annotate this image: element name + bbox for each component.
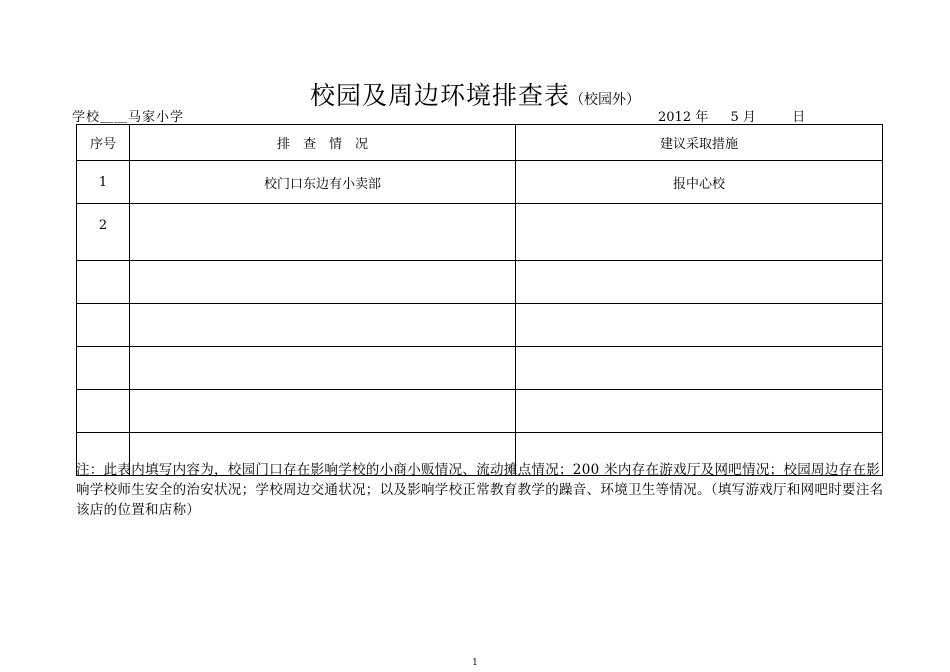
table-header-row <box>77 125 883 161</box>
row-issue <box>130 304 516 347</box>
row-measure <box>516 204 883 261</box>
table-row <box>77 261 883 304</box>
header-measure: 建议采取措施 <box>516 125 883 161</box>
title-suffix: （校园外） <box>570 92 640 108</box>
row-issue: 校门口东边有小卖部 <box>130 161 516 204</box>
date-month: 5 月 <box>730 110 756 125</box>
row-number <box>77 347 130 390</box>
table-row <box>77 304 883 347</box>
table-row <box>77 390 883 433</box>
inspection-table <box>76 124 883 476</box>
row-number: 2 <box>77 204 130 261</box>
table-row <box>77 347 883 390</box>
document-meta <box>72 106 882 124</box>
row-measure <box>516 304 883 347</box>
row-issue <box>130 261 516 304</box>
row-number <box>77 304 130 347</box>
date-day: 日 <box>792 110 806 125</box>
row-measure <box>516 261 883 304</box>
table-row <box>77 161 883 204</box>
date-year: 2012 年 <box>658 110 709 125</box>
table-note: 注：此表内填写内容为，校园门口存在影响学校的小商小贩情况、流动摊点情况；200 米内存在游戏厅及网吧情况；校园周边存在影响学校师生安全的治安状况；学校周边交通状况；以及影响学校正常教育教学的躁音、环境卫生等情况。（填写游戏厅和网吧时要注名该店的位置和店称） <box>76 462 884 518</box>
row-number: 1 <box>77 161 130 204</box>
title-main: 校园及周边环境排查表 <box>309 81 570 110</box>
row-issue <box>130 204 516 261</box>
row-number <box>77 390 130 433</box>
row-issue <box>130 390 516 433</box>
row-measure <box>516 347 883 390</box>
row-measure: 报中心校 <box>516 161 883 204</box>
header-number: 序号 <box>77 125 130 161</box>
page-number: 1 <box>472 658 478 668</box>
row-number <box>77 261 130 304</box>
table-row <box>77 204 883 261</box>
row-issue <box>130 347 516 390</box>
row-measure <box>516 390 883 433</box>
school-name: 学校＿＿马家小学 <box>72 110 185 125</box>
report-date <box>658 106 805 125</box>
header-issue: 排 查 情 况 <box>130 125 516 161</box>
